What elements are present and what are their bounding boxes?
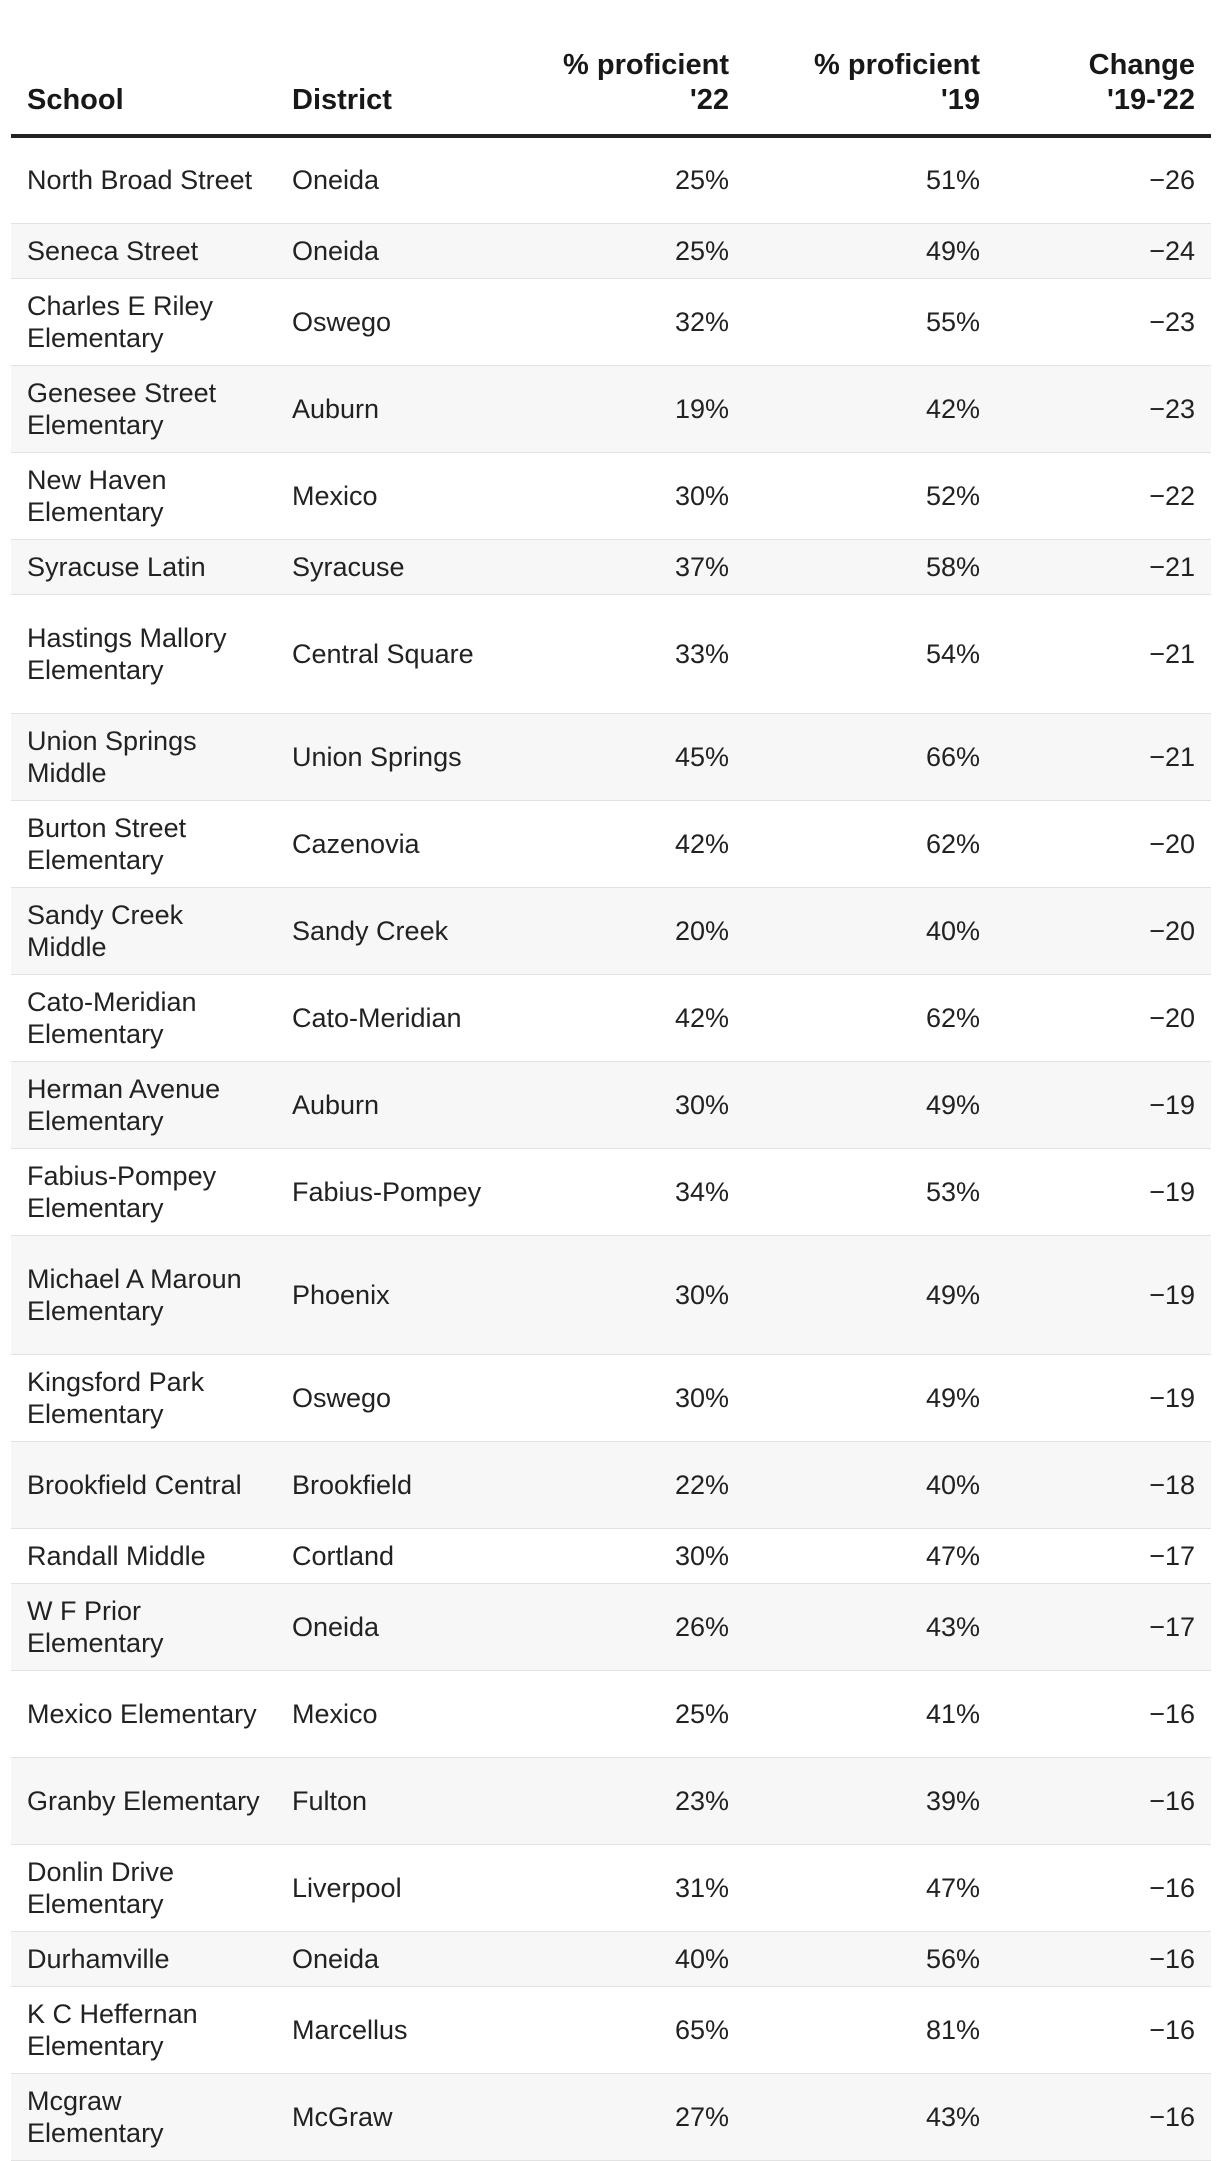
table-row bbox=[11, 887, 1211, 974]
cell-proficient-19: 47% bbox=[745, 1528, 996, 1583]
cell-district: Oswego bbox=[276, 278, 505, 365]
cell-proficient-19: 43% bbox=[745, 2073, 996, 2160]
cell-proficient-19: 49% bbox=[745, 223, 996, 278]
cell-school: Mcgraw Elementary bbox=[11, 2073, 276, 2160]
cell-proficient-22: 30% bbox=[505, 1528, 745, 1583]
cell-proficient-19: 56% bbox=[745, 1931, 996, 1986]
table-row bbox=[11, 1528, 1211, 1583]
cell-proficient-19: 40% bbox=[745, 887, 996, 974]
cell-school: Hastings Mallory Elementary bbox=[11, 594, 276, 713]
cell-proficient-22: 25% bbox=[505, 1670, 745, 1757]
column-header-change-line1: Change bbox=[1088, 49, 1195, 81]
table-row bbox=[11, 1670, 1211, 1757]
table-row bbox=[11, 539, 1211, 594]
cell-district: Cazenovia bbox=[276, 800, 505, 887]
cell-proficient-22: 20% bbox=[505, 887, 745, 974]
table-row bbox=[11, 1235, 1211, 1354]
cell-district: Phoenix bbox=[276, 1235, 505, 1354]
table-row bbox=[11, 1986, 1211, 2073]
cell-change: −16 bbox=[996, 2073, 1211, 2160]
cell-proficient-22: 32% bbox=[505, 278, 745, 365]
cell-proficient-22: 30% bbox=[505, 1354, 745, 1441]
cell-proficient-22: 30% bbox=[505, 452, 745, 539]
cell-school: Sandy Creek Middle bbox=[11, 887, 276, 974]
column-header-proficient-19-line2: '19 bbox=[940, 84, 980, 116]
cell-school: Seneca Street bbox=[11, 223, 276, 278]
cell-proficient-19: 62% bbox=[745, 974, 996, 1061]
cell-change: −16 bbox=[996, 1986, 1211, 2073]
cell-proficient-22: 19% bbox=[505, 365, 745, 452]
cell-district: Cortland bbox=[276, 1528, 505, 1583]
cell-proficient-22: 25% bbox=[505, 136, 745, 223]
cell-district: Auburn bbox=[276, 365, 505, 452]
table-row bbox=[11, 1931, 1211, 1986]
cell-proficient-19: 58% bbox=[745, 539, 996, 594]
cell-district: Auburn bbox=[276, 1061, 505, 1148]
cell-proficient-22: 33% bbox=[505, 594, 745, 713]
cell-district: Oneida bbox=[276, 1583, 505, 1670]
cell-change: −19 bbox=[996, 1235, 1211, 1354]
cell-proficient-19: 53% bbox=[745, 1148, 996, 1235]
table-row bbox=[11, 278, 1211, 365]
cell-proficient-19: 49% bbox=[745, 1061, 996, 1148]
table-row bbox=[11, 136, 1211, 223]
column-header-school-label: School bbox=[27, 84, 124, 116]
cell-district: Oneida bbox=[276, 136, 505, 223]
cell-proficient-19: 42% bbox=[745, 365, 996, 452]
table-row bbox=[11, 1441, 1211, 1528]
table-row bbox=[11, 800, 1211, 887]
table-row bbox=[11, 713, 1211, 800]
cell-change: −21 bbox=[996, 713, 1211, 800]
cell-school: Herman Avenue Elementary bbox=[11, 1061, 276, 1148]
column-header-change bbox=[996, 0, 1211, 136]
cell-change: −21 bbox=[996, 539, 1211, 594]
cell-proficient-22: 22% bbox=[505, 1441, 745, 1528]
table-row bbox=[11, 1354, 1211, 1441]
cell-proficient-22: 40% bbox=[505, 1931, 745, 1986]
cell-proficient-19: 47% bbox=[745, 1844, 996, 1931]
cell-school: Mexico Elementary bbox=[11, 1670, 276, 1757]
cell-proficient-22: 65% bbox=[505, 1986, 745, 2073]
cell-district: Cato-Meridian bbox=[276, 974, 505, 1061]
cell-change: −19 bbox=[996, 1061, 1211, 1148]
cell-proficient-19: 54% bbox=[745, 594, 996, 713]
table-row bbox=[11, 2073, 1211, 2160]
table-row bbox=[11, 1583, 1211, 1670]
cell-district: Mexico bbox=[276, 1670, 505, 1757]
cell-proficient-22: 37% bbox=[505, 539, 745, 594]
column-header-proficient-22 bbox=[505, 0, 745, 136]
proficiency-table bbox=[11, 0, 1211, 2161]
cell-school: Michael A Maroun Elementary bbox=[11, 1235, 276, 1354]
cell-change: −20 bbox=[996, 887, 1211, 974]
cell-school: Syracuse Latin bbox=[11, 539, 276, 594]
cell-change: −26 bbox=[996, 136, 1211, 223]
column-header-district-label: District bbox=[292, 84, 392, 116]
column-header-proficient-19-line1: % proficient bbox=[814, 49, 980, 81]
cell-district: Union Springs bbox=[276, 713, 505, 800]
cell-proficient-19: 40% bbox=[745, 1441, 996, 1528]
column-header-proficient-22-line1: % proficient bbox=[563, 49, 729, 81]
table-row bbox=[11, 1061, 1211, 1148]
table-row bbox=[11, 223, 1211, 278]
table-row bbox=[11, 365, 1211, 452]
cell-school: Durhamville bbox=[11, 1931, 276, 1986]
cell-district: Oneida bbox=[276, 1931, 505, 1986]
cell-school: Brookfield Central bbox=[11, 1441, 276, 1528]
column-header-proficient-22-line2: '22 bbox=[689, 84, 729, 116]
cell-district: Brookfield bbox=[276, 1441, 505, 1528]
cell-proficient-22: 25% bbox=[505, 223, 745, 278]
cell-proficient-19: 52% bbox=[745, 452, 996, 539]
cell-proficient-22: 31% bbox=[505, 1844, 745, 1931]
cell-district: Mexico bbox=[276, 452, 505, 539]
cell-proficient-19: 81% bbox=[745, 1986, 996, 2073]
table-row bbox=[11, 594, 1211, 713]
cell-change: −18 bbox=[996, 1441, 1211, 1528]
cell-district: Syracuse bbox=[276, 539, 505, 594]
cell-school: Union Springs Middle bbox=[11, 713, 276, 800]
cell-district: Sandy Creek bbox=[276, 887, 505, 974]
cell-school: Fabius-Pompey Elementary bbox=[11, 1148, 276, 1235]
cell-change: −19 bbox=[996, 1354, 1211, 1441]
cell-proficient-19: 49% bbox=[745, 1235, 996, 1354]
table-row bbox=[11, 452, 1211, 539]
cell-change: −16 bbox=[996, 1931, 1211, 1986]
cell-school: Charles E Riley Elementary bbox=[11, 278, 276, 365]
cell-district: Oneida bbox=[276, 223, 505, 278]
cell-proficient-22: 23% bbox=[505, 1757, 745, 1844]
table-header bbox=[11, 0, 1211, 136]
cell-change: −24 bbox=[996, 223, 1211, 278]
cell-change: −17 bbox=[996, 1528, 1211, 1583]
cell-proficient-22: 45% bbox=[505, 713, 745, 800]
table-body bbox=[11, 136, 1211, 2160]
cell-proficient-19: 51% bbox=[745, 136, 996, 223]
cell-change: −23 bbox=[996, 365, 1211, 452]
cell-school: North Broad Street bbox=[11, 136, 276, 223]
cell-proficient-19: 43% bbox=[745, 1583, 996, 1670]
column-header-district bbox=[276, 0, 505, 136]
table-row bbox=[11, 974, 1211, 1061]
table-row bbox=[11, 1148, 1211, 1235]
cell-change: −19 bbox=[996, 1148, 1211, 1235]
cell-proficient-19: 49% bbox=[745, 1354, 996, 1441]
cell-change: −20 bbox=[996, 974, 1211, 1061]
cell-school: Cato-Meridian Elementary bbox=[11, 974, 276, 1061]
table-row bbox=[11, 1844, 1211, 1931]
cell-change: −17 bbox=[996, 1583, 1211, 1670]
cell-proficient-19: 55% bbox=[745, 278, 996, 365]
cell-school: Granby Elementary bbox=[11, 1757, 276, 1844]
column-header-change-line2: '19-'22 bbox=[1107, 84, 1195, 116]
cell-school: Genesee Street Elementary bbox=[11, 365, 276, 452]
cell-proficient-22: 26% bbox=[505, 1583, 745, 1670]
cell-school: Kingsford Park Elementary bbox=[11, 1354, 276, 1441]
cell-change: −20 bbox=[996, 800, 1211, 887]
cell-district: McGraw bbox=[276, 2073, 505, 2160]
column-header-school bbox=[11, 0, 276, 136]
cell-proficient-22: 30% bbox=[505, 1061, 745, 1148]
cell-proficient-19: 39% bbox=[745, 1757, 996, 1844]
proficiency-table-container bbox=[11, 0, 1211, 2161]
cell-change: −22 bbox=[996, 452, 1211, 539]
cell-school: New Haven Elementary bbox=[11, 452, 276, 539]
cell-change: −16 bbox=[996, 1757, 1211, 1844]
cell-change: −16 bbox=[996, 1670, 1211, 1757]
cell-school: K C Heffernan Elementary bbox=[11, 1986, 276, 2073]
cell-district: Oswego bbox=[276, 1354, 505, 1441]
cell-district: Central Square bbox=[276, 594, 505, 713]
cell-proficient-19: 66% bbox=[745, 713, 996, 800]
header-row bbox=[11, 0, 1211, 136]
cell-school: Burton Street Elementary bbox=[11, 800, 276, 887]
cell-proficient-22: 42% bbox=[505, 800, 745, 887]
cell-proficient-19: 41% bbox=[745, 1670, 996, 1757]
cell-change: −16 bbox=[996, 1844, 1211, 1931]
cell-district: Liverpool bbox=[276, 1844, 505, 1931]
cell-school: Donlin Drive Elementary bbox=[11, 1844, 276, 1931]
cell-proficient-22: 34% bbox=[505, 1148, 745, 1235]
cell-proficient-19: 62% bbox=[745, 800, 996, 887]
cell-change: −21 bbox=[996, 594, 1211, 713]
cell-proficient-22: 42% bbox=[505, 974, 745, 1061]
cell-change: −23 bbox=[996, 278, 1211, 365]
table-row bbox=[11, 1757, 1211, 1844]
cell-district: Fabius-Pompey bbox=[276, 1148, 505, 1235]
cell-proficient-22: 27% bbox=[505, 2073, 745, 2160]
column-header-proficient-19 bbox=[745, 0, 996, 136]
cell-district: Marcellus bbox=[276, 1986, 505, 2073]
cell-proficient-22: 30% bbox=[505, 1235, 745, 1354]
cell-school: Randall Middle bbox=[11, 1528, 276, 1583]
cell-school: W F Prior Elementary bbox=[11, 1583, 276, 1670]
cell-district: Fulton bbox=[276, 1757, 505, 1844]
